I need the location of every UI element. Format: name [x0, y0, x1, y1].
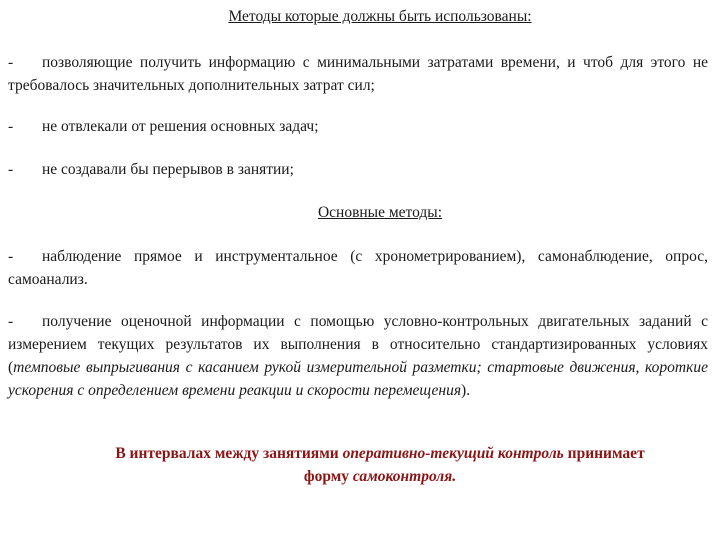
summary-part-3: принимает [563, 445, 645, 462]
bullet-dash: - [8, 161, 14, 178]
summary-term-selfcontrol: самоконтроля. [352, 468, 457, 485]
bullet-dash: - [8, 54, 14, 71]
methods-heading: Методы которые должны быть использованы: [228, 8, 532, 25]
main-method-text: наблюдение прямое и инструментальное (с хронометрированием), самонаблюдение, опрос, самоанализ. [8, 248, 708, 288]
bullet-dash: - [8, 118, 14, 135]
main-method-examples: темповые выпрыгивания с касанием рукой измерительной разметки; стартовые движения, короткие ускорения с определением времени реакции и скорости перемещения [8, 359, 708, 399]
summary-statement [0, 442, 720, 488]
main-methods-heading: Основные методы: [317, 204, 443, 221]
requirement-text: позволяющие получить информацию с минимальными затратами времени, и чтоб для этого не требовалось значительных дополнительных затрат сил; [8, 54, 708, 94]
summary-part-1: В интервалах между занятиями [115, 445, 343, 462]
main-method-text: получение оценочной информации с помощью условно-контрольных двигательных заданий с измерением текущих результатов их выполнения в относительно стандартизированных условиях ( [8, 313, 708, 376]
main-method-text-end: ). [461, 382, 471, 399]
requirement-item-2 [8, 115, 708, 138]
summary-part-3-tail: форму [303, 468, 353, 485]
requirement-text: не создавали бы перерывов в занятии; [42, 161, 294, 178]
main-method-item-2 [8, 310, 708, 402]
requirement-text: не отвлекали от решения основных задач; [42, 118, 319, 135]
bullet-dash: - [8, 313, 14, 330]
requirement-item-3 [8, 158, 708, 181]
requirement-item-1 [8, 51, 708, 97]
main-method-item-1 [8, 245, 708, 291]
summary-term-control: оперативно-текущий контроль [342, 445, 564, 462]
bullet-dash: - [8, 248, 14, 265]
